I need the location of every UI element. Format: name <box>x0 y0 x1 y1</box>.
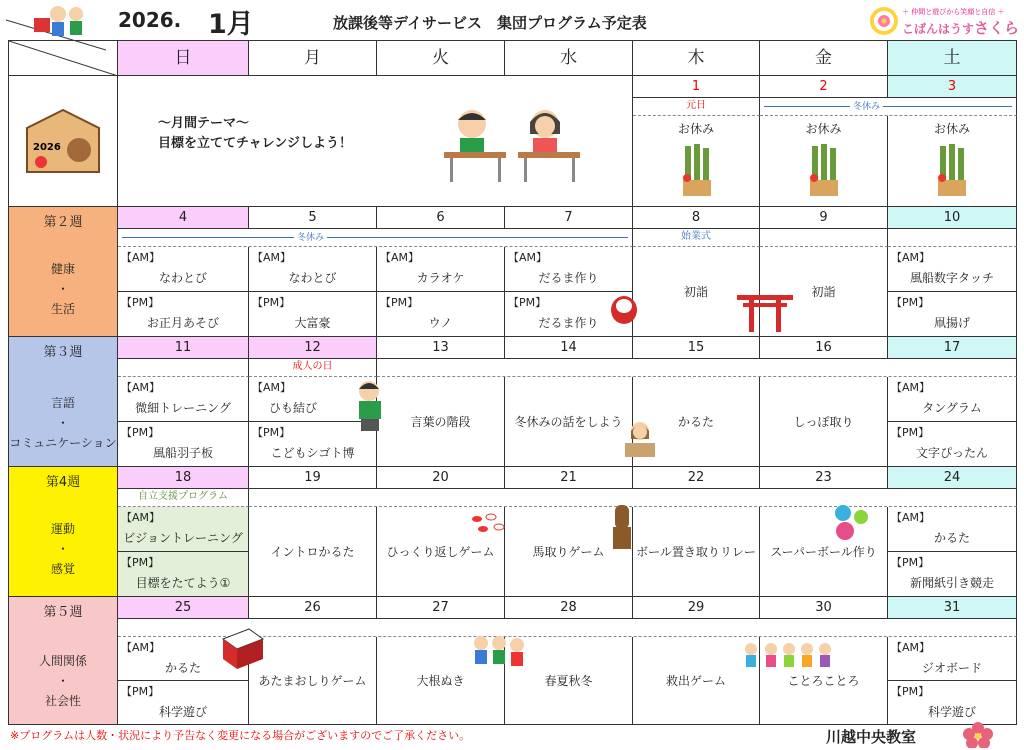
winter-break-label: 冬休み <box>294 230 327 243</box>
date-14: 14 <box>505 337 633 359</box>
jan3-text: お休み <box>933 122 970 136</box>
day-header-sat: 土 <box>888 41 1017 76</box>
am-slot: 【AM】 なわとび <box>249 247 377 292</box>
date-4: 4 <box>118 207 249 229</box>
date-30: 30 <box>760 597 888 619</box>
am-slot: 【AM】 かるた <box>118 637 249 681</box>
svg-text:2026: 2026 <box>33 142 61 153</box>
am-slot: 【AM】 だるま作り <box>505 247 633 292</box>
winter-break-arrow <box>764 106 1012 107</box>
date-27: 27 <box>377 597 505 619</box>
winter-break-label: 冬休み <box>850 99 883 112</box>
date-20: 20 <box>377 467 505 489</box>
kadomatsu-icon <box>806 144 842 198</box>
am-slot: 【AM】 ビジョントレーニング <box>118 507 249 552</box>
date-2: 2 <box>760 76 888 98</box>
jan3-cell <box>888 116 1017 207</box>
date-15: 15 <box>633 337 760 359</box>
activity-30: ことろことろ <box>760 637 888 725</box>
footer-note: ※プログラムは人数・状況により予告なく変更になる場合がございますのでご了承ください。 <box>10 729 471 742</box>
day-header-wed: 水 <box>505 41 633 76</box>
winter-break-arrow <box>122 237 628 238</box>
am-slot: 【AM】 ひも結び <box>249 377 377 422</box>
calendar-grid <box>8 40 1017 725</box>
logo-name: こばんはうすさくら <box>902 19 1020 37</box>
am-slot: 【AM】 タングラム <box>888 377 1017 422</box>
date-23: 23 <box>760 467 888 489</box>
date-9: 9 <box>760 207 888 229</box>
date-22: 22 <box>633 467 760 489</box>
date-31: 31 <box>888 597 1017 619</box>
am-slot: 【AM】 カラオケ <box>377 247 505 292</box>
date-1: 1 <box>633 76 760 98</box>
date-21: 21 <box>505 467 633 489</box>
week5-label: 第５週 <box>43 605 83 620</box>
week2-label: 第２週 <box>43 215 83 230</box>
empty-note <box>118 359 249 377</box>
date-6: 6 <box>377 207 505 229</box>
month-label: 1月 <box>208 9 254 40</box>
date-24: 24 <box>888 467 1017 489</box>
am-slot: 【AM】 なわとび <box>118 247 249 292</box>
activity-29: 救出ゲーム <box>633 637 760 725</box>
page-title: 放課後等デイサービス 集団プログラム予定表 <box>333 14 647 32</box>
pm-slot: 【PM】 ウノ <box>377 292 505 337</box>
kadomatsu-icon <box>679 144 715 198</box>
kids-line-illustration <box>743 641 839 671</box>
date-29: 29 <box>633 597 760 619</box>
day-header-thu: 木 <box>633 41 760 76</box>
activity-23: スーパーボール作り <box>760 507 888 597</box>
activity-20: ひっくり返しゲーム <box>377 507 505 597</box>
torii-gate-icon <box>735 291 795 333</box>
logo-tagline: ＋ 仲間と遊びから笑顔と自信 ＋ <box>902 8 1005 16</box>
day-header-mon: 月 <box>249 41 377 76</box>
brand-logo <box>868 4 1018 38</box>
daruma-icon <box>609 291 639 325</box>
week5-category: 人間関係 ・ 社会性 <box>38 654 87 708</box>
flower-logo-icon <box>868 5 900 37</box>
week3-label: 第３週 <box>43 345 83 360</box>
support-program-note: 自立支援プログラム <box>118 489 249 507</box>
date-16: 16 <box>760 337 888 359</box>
activity-14: 冬休みの話をしよう <box>505 377 633 467</box>
page-header <box>0 0 1024 40</box>
date-10: 10 <box>888 207 1017 229</box>
week4-label-cell <box>9 467 118 597</box>
theme-cell <box>118 76 633 207</box>
day-header-tue: 火 <box>377 41 505 76</box>
office-name: 川越中央教室 <box>826 728 917 746</box>
ema-cell <box>9 76 118 207</box>
am-slot: 【AM】 かるた <box>888 507 1017 552</box>
school-start-note: 始業式 <box>633 229 760 247</box>
plum-blossom-icon <box>962 722 994 748</box>
pm-slot: 【PM】 文字ぴったん <box>888 422 1017 467</box>
date-13: 13 <box>377 337 505 359</box>
theme-title: ～月間テーマ～ <box>158 116 250 131</box>
activity-16: しっぽ取り <box>760 377 888 467</box>
activity-13: 言葉の階段 <box>377 377 505 467</box>
pm-slot: 【PM】 お正月あそび <box>118 292 249 337</box>
date-8: 8 <box>633 207 760 229</box>
week2-label-cell <box>9 207 118 337</box>
date-3: 3 <box>888 76 1017 98</box>
week4-label: 第4週 <box>45 475 81 490</box>
am-slot: 【AM】 微細トレーニング <box>118 377 249 422</box>
pm-slot: 【PM】 科学遊び <box>118 681 249 725</box>
break-note-cell <box>760 98 1017 116</box>
date-18: 18 <box>118 467 249 489</box>
pm-slot: 【PM】 風船羽子板 <box>118 422 249 467</box>
empty-note <box>760 229 888 247</box>
karuta-box-icon <box>219 625 265 671</box>
week3-label-cell <box>9 337 118 467</box>
holiday-note-newyear: 元日 <box>633 98 760 116</box>
date-28: 28 <box>505 597 633 619</box>
jan1-cell <box>633 116 760 207</box>
hatsumode-thu: 初詣 <box>633 247 760 337</box>
pm-slot: 【PM】 大富豪 <box>249 292 377 337</box>
jan1-text: お休み <box>677 122 714 136</box>
kadomatsu-icon <box>934 144 970 198</box>
activity-15: かるた <box>633 377 760 467</box>
jan2-cell <box>760 116 888 207</box>
week3-category: 言語 ・ コミュニケーション <box>9 396 117 450</box>
corner-cell <box>9 41 118 76</box>
day-header-fri: 金 <box>760 41 888 76</box>
pm-slot: 【PM】 新聞紙引き競走 <box>888 552 1017 597</box>
pm-slot: 【PM】 こどもシゴト博 <box>249 422 377 467</box>
jan2-text: お休み <box>805 122 842 136</box>
date-25: 25 <box>118 597 249 619</box>
coming-of-age-note: 成人の日 <box>249 359 377 377</box>
year-label: 2026. <box>118 8 182 32</box>
date-12: 12 <box>249 337 377 359</box>
date-19: 19 <box>249 467 377 489</box>
students-studying-illustration <box>440 104 590 184</box>
pm-slot: 【PM】 だるま作り <box>505 292 633 337</box>
activity-26: あたまおしりゲーム <box>249 637 377 725</box>
week5-label-cell <box>9 597 118 725</box>
teacher-speaking-illustration <box>623 419 657 459</box>
activity-27: 大根ぬき <box>377 637 505 725</box>
ema-horse-icon <box>23 106 103 176</box>
empty-note <box>377 359 1017 377</box>
pm-slot: 【PM】 科学遊び <box>888 681 1017 725</box>
pm-slot: 【PM】 凧揚げ <box>888 292 1017 337</box>
am-slot: 【AM】 ジオボード <box>888 637 1017 681</box>
theme-text: 目標を立ててチャレンジしよう！ <box>158 136 352 151</box>
pm-slot: 【PM】 目標をたてよう① <box>118 552 249 597</box>
date-5: 5 <box>249 207 377 229</box>
week4-category: 運動 ・ 感覚 <box>50 522 75 576</box>
date-7: 7 <box>505 207 633 229</box>
date-26: 26 <box>249 597 377 619</box>
date-11: 11 <box>118 337 249 359</box>
bouncy-balls-icon <box>831 503 871 543</box>
hatsumode-fri: 初詣 <box>760 247 888 337</box>
activity-21: 馬取りゲーム <box>505 507 633 597</box>
day-header-sun: 日 <box>118 41 249 76</box>
week2-break-note <box>118 229 633 247</box>
kids-pulling-illustration <box>471 633 527 671</box>
child-tying-illustration <box>353 379 389 435</box>
date-17: 17 <box>888 337 1017 359</box>
activity-22: ボール置き取りリレー <box>633 507 760 597</box>
flip-cards-icon <box>469 511 509 541</box>
horse-icon <box>607 503 637 551</box>
empty-note <box>888 229 1017 247</box>
activity-19: イントロかるた <box>249 507 377 597</box>
week2-category: 健康 ・ 生活 <box>50 262 75 316</box>
activity-28: 春夏秋冬 <box>505 637 633 725</box>
am-slot: 【AM】 風船数字タッチ <box>888 247 1017 292</box>
